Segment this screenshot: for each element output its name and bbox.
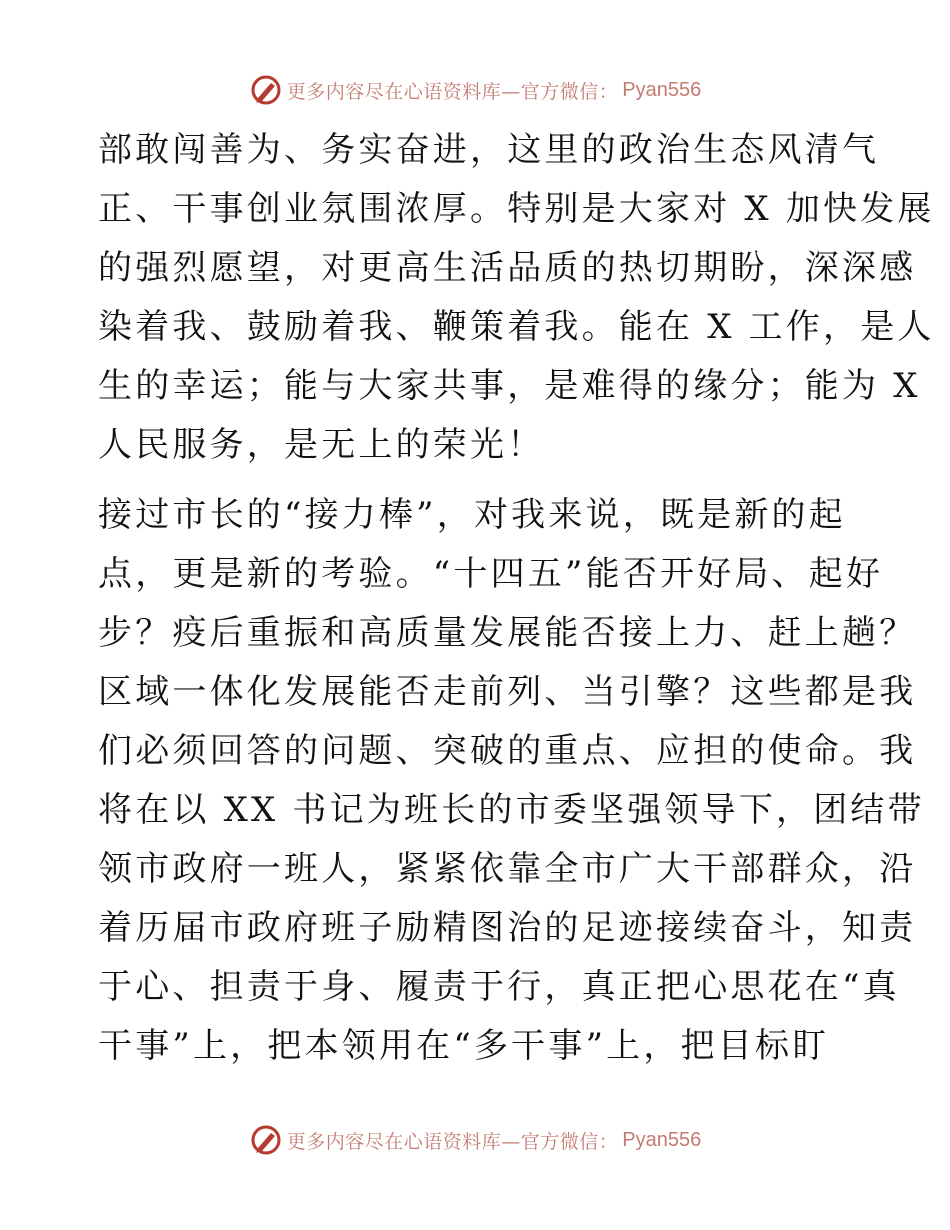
- text-line: 染着我、鼓励着我、鞭策着我。能在 X 工作，是人: [98, 307, 935, 347]
- text-line: 于心、担责于身、履责于行，真正把心思花在“真: [98, 967, 900, 1007]
- text-line: 步？疫后重振和高质量发展能否接上力、赶上趟？: [98, 613, 917, 653]
- text-line: 区域一体化发展能否走前列、当引擎？这些都是我: [98, 672, 917, 712]
- watermark-wechat-id: Pyan556: [622, 1128, 702, 1151]
- pen-circle-logo-icon: [249, 73, 283, 107]
- paragraph: [98, 121, 935, 475]
- document-body: [98, 121, 935, 1076]
- text-line: 点，更是新的考验。“十四五”能否开好局、起好: [98, 554, 884, 594]
- text-line: 着历届市政府班子励精图治的足迹接续奋斗，知责: [98, 908, 917, 948]
- text-line: 将在以 XX 书记为班长的市委坚强领导下，团结带: [98, 790, 925, 830]
- pen-circle-logo-icon: [249, 1123, 283, 1157]
- watermark-wechat-id: Pyan556: [622, 78, 702, 101]
- paragraph: [98, 486, 925, 1076]
- text-line: 部敢闯善为、务实奋进，这里的政治生态风清气: [98, 130, 880, 170]
- text-line: 领市政府一班人，紧紧依靠全市广大干部群众，沿: [98, 849, 917, 889]
- watermark-text: 更多内容尽在心语资料库—官方微信：: [286, 80, 619, 103]
- text-line: 们必须回答的问题、突破的重点、应担的使命。我: [98, 731, 917, 771]
- text-line: 正、干事创业氛围浓厚。特别是大家对 X 加快发展: [98, 189, 935, 229]
- text-line: 接过市长的“接力棒”，对我来说，既是新的起: [98, 495, 846, 535]
- text-line: 生的幸运；能与大家共事，是难得的缘分；能为 X: [98, 366, 921, 406]
- footer-watermark: [0, 1120, 950, 1160]
- watermark-text: 更多内容尽在心语资料库—官方微信：: [286, 1130, 619, 1153]
- text-line: 人民服务，是无上的荣光！: [98, 425, 545, 465]
- header-watermark: [0, 70, 950, 110]
- text-line: 的强烈愿望，对更高生活品质的热切期盼，深深感: [98, 248, 917, 288]
- text-line: 干事”上，把本领用在“多干事”上，把目标盯: [98, 1026, 830, 1066]
